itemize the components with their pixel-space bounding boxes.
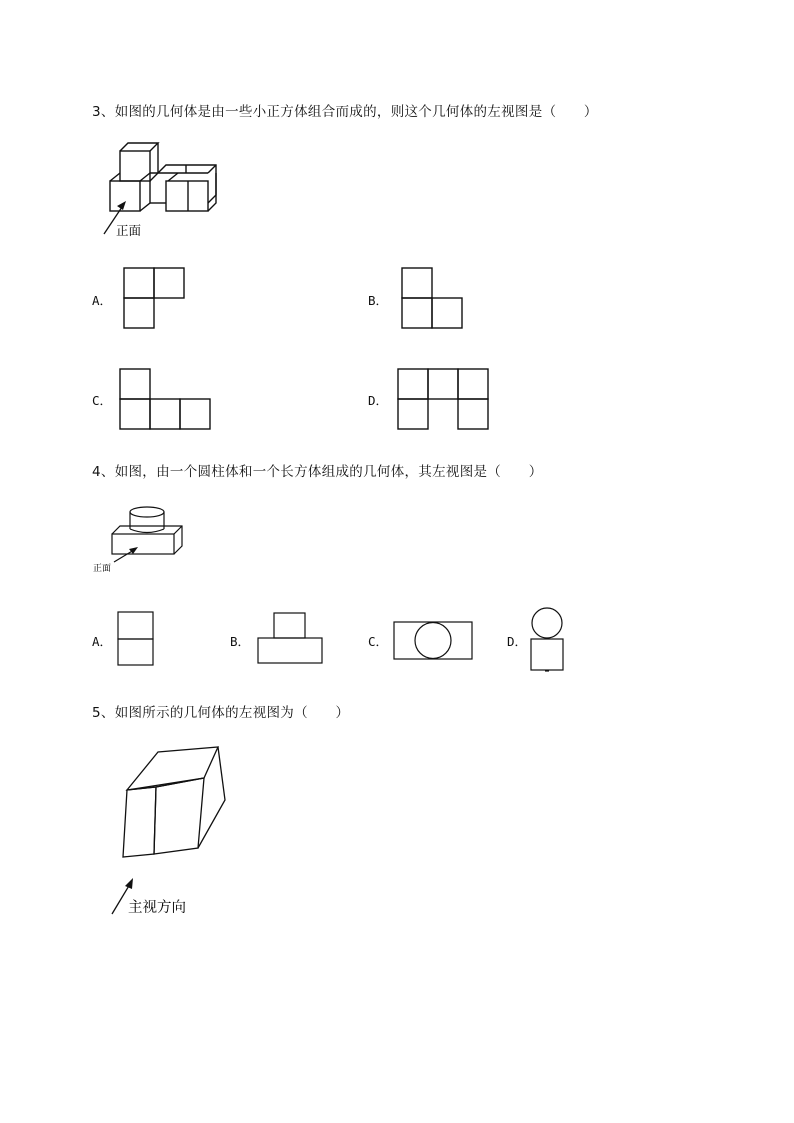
question-3-cube-figure	[98, 138, 228, 243]
question-4-text: 4、如图，由一个圆柱体和一个长方体组成的几何体，其左视图是（ ）	[92, 464, 543, 480]
question-3-option-b-figure	[400, 266, 466, 332]
question-3-text: 3、如图的几何体是由一些小正方体组合而成的，则这个几何体的左视图是（ ）	[92, 104, 598, 120]
question-4-option-c-label: C．	[368, 634, 389, 649]
question-3-option-d-figure	[396, 367, 492, 433]
question-4-option-a-figure	[116, 610, 156, 668]
question-3-option-c-label: C．	[92, 393, 113, 408]
question-4-option-a-label: A．	[92, 634, 113, 649]
question-4-option-b-figure	[256, 611, 326, 667]
question-3-option-d-label: D．	[368, 393, 389, 408]
question-3-front-label: 正面	[116, 223, 142, 238]
question-3-option-c-figure	[118, 367, 214, 433]
question-3-option-b-label: B．	[368, 293, 389, 308]
question-4-front-label: 正面	[93, 564, 112, 574]
question-4-option-c-figure	[392, 620, 476, 664]
question-4-option-d-label: D．	[507, 634, 528, 649]
question-3-option-a-figure	[122, 266, 188, 332]
question-4-option-d-figure	[528, 606, 568, 676]
question-5-text: 5、如图所示的几何体的左视图为（ ）	[92, 705, 350, 721]
question-4-option-b-label: B．	[230, 634, 251, 649]
question-3-option-a-label: A．	[92, 293, 113, 308]
question-4-cylinder-box-figure	[90, 502, 190, 577]
question-5-view-direction-label: 主视方向	[128, 900, 186, 916]
question-5-prism-figure	[108, 742, 238, 932]
